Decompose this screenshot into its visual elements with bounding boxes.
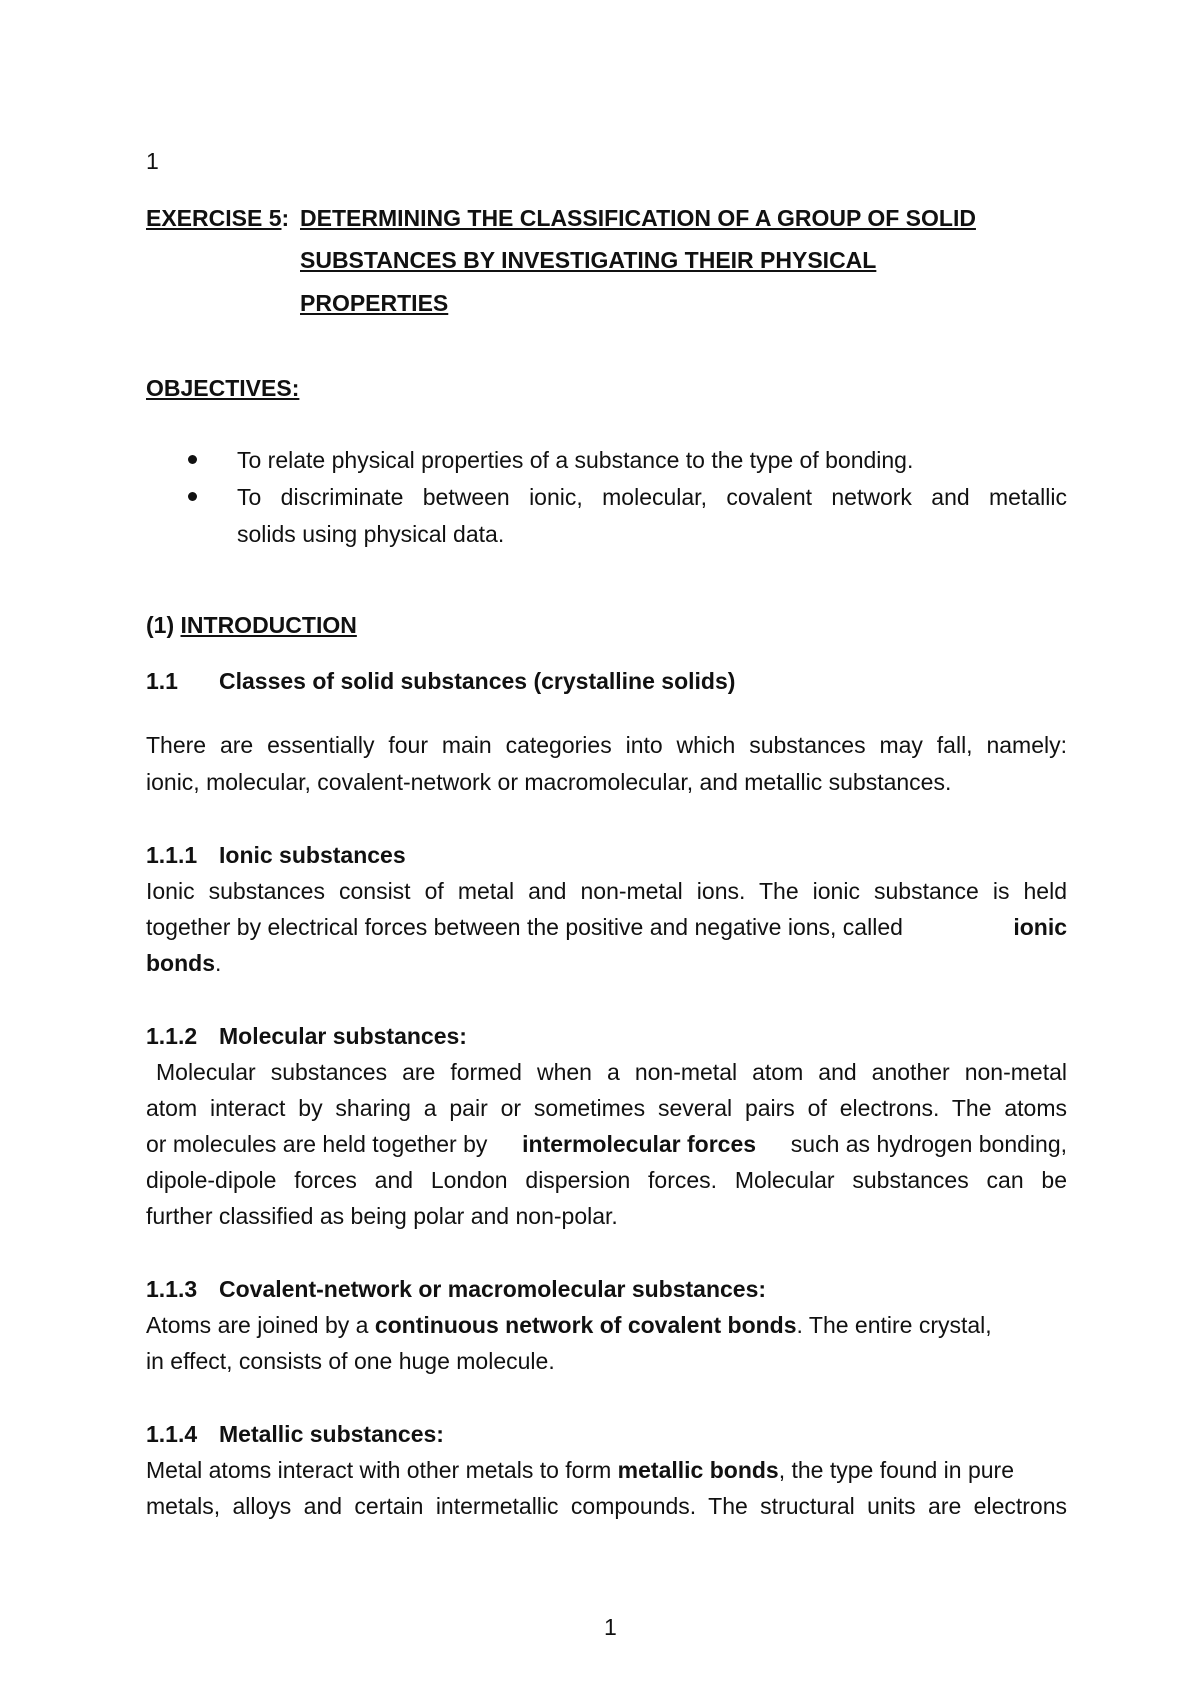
section-1-1-4-text-line1 (146, 1457, 1014, 1484)
section-1-1-2-text-line2: atom interact by sharing a pair or sometimes several pairs of electrons. The atoms (146, 1095, 1067, 1121)
exercise-label-colon: : (281, 205, 290, 231)
introduction-heading (146, 612, 357, 639)
objective-item-2-line1: To discriminate between ionic, molecular, covalent network and metallic (237, 484, 1067, 510)
section-1-1-2-text-line3 (146, 1131, 1067, 1158)
section-1-1-3-number: 1.1.3 (146, 1276, 198, 1302)
page-number-bottom: 1 (604, 1614, 617, 1640)
section-1-1-4-bold-metallic: metallic bonds (617, 1457, 779, 1483)
section-1-1-2-text-line5: further classified as being polar and non-polar. (146, 1203, 618, 1229)
section-1-1-4-text-line2: metals, alloys and certain intermetallic compounds. The structural units are electrons (146, 1493, 1067, 1519)
exercise-label: EXERCISE 5 (146, 205, 282, 231)
section-1-1-4-line1-text-c: , the type found in pure (778, 1457, 1014, 1483)
section-1-1-3-text-line1 (146, 1312, 992, 1339)
section-1-1-2-bold-intermolecular: intermolecular forces (522, 1131, 757, 1157)
section-1-1-4-title: Metallic substances: (219, 1421, 444, 1447)
section-1-1-4-line1-text-a: Metal atoms interact with other metals to form (146, 1457, 612, 1483)
section-1-1-1-period: . (215, 950, 222, 976)
section-1-1-3-title: Covalent-network or macromolecular substances: (219, 1276, 767, 1302)
section-1-1-1-number: 1.1.1 (146, 842, 198, 868)
section-1-1-number: 1.1 (146, 668, 178, 694)
section-1-1-2-number: 1.1.2 (146, 1023, 198, 1049)
exercise-title-line2: SUBSTANCES BY INVESTIGATING THEIR PHYSICAL (300, 247, 877, 273)
objective-item-1: To relate physical properties of a substance to the type of bonding. (237, 447, 914, 473)
section-1-1-1-text-line2 (146, 914, 1067, 941)
section-1-1-4-number: 1.1.4 (146, 1421, 198, 1447)
section-1-1-1-bold-bonds: bonds (146, 950, 215, 976)
bullet-icon (188, 455, 197, 464)
section-1-1-title: Classes of solid substances (crystalline solids) (219, 668, 736, 694)
exercise-label-line (146, 205, 289, 232)
section-1-1-1-bold-ionic: ionic (1013, 914, 1067, 940)
section-1-1-3-text-line2: in effect, consists of one huge molecule. (146, 1348, 555, 1374)
objectives-heading: OBJECTIVES: (146, 375, 300, 401)
exercise-title-line3: PROPERTIES (300, 290, 449, 316)
section-1-1-3-bold-network: continuous network of covalent bonds (374, 1312, 797, 1338)
section-1-1-2-line3-text-a: or molecules are held together by (146, 1131, 488, 1157)
section-1-1-2-text-line1: Molecular substances are formed when a non-metal atom and another non-metal (156, 1059, 1067, 1085)
section-1-1-1-title: Ionic substances (219, 842, 406, 868)
section-1-1-1-text-line1: Ionic substances consist of metal and non-metal ions. The ionic substance is held (146, 878, 1067, 904)
objective-item-2-line2: solids using physical data. (237, 521, 505, 547)
section-1-1-2-line3-text-c: such as hydrogen bonding, (790, 1131, 1067, 1157)
introduction-number: (1) (146, 612, 175, 638)
section-1-1-text-line2: ionic, molecular, covalent-network or macromolecular, and metallic substances. (146, 769, 952, 795)
section-1-1-3-line1-text-c: . The entire crystal, (796, 1312, 992, 1338)
section-1-1-text-line1: There are essentially four main categories into which substances may fall, namely: (146, 732, 1067, 758)
section-1-1-1-line2-text: together by electrical forces between the positive and negative ions, called (146, 914, 903, 940)
exercise-title-line1: DETERMINING THE CLASSIFICATION OF A GROUP OF SOLID (300, 205, 976, 231)
page-number-top: 1 (146, 148, 159, 174)
section-1-1-1-text-line3 (146, 950, 221, 977)
section-1-1-2-text-line4: dipole-dipole forces and London dispersion forces. Molecular substances can be (146, 1167, 1067, 1193)
section-1-1-3-line1-text-a: Atoms are joined by a (146, 1312, 369, 1338)
bullet-icon (188, 492, 197, 501)
section-1-1-2-title: Molecular substances: (219, 1023, 467, 1049)
introduction-title: INTRODUCTION (180, 612, 357, 638)
